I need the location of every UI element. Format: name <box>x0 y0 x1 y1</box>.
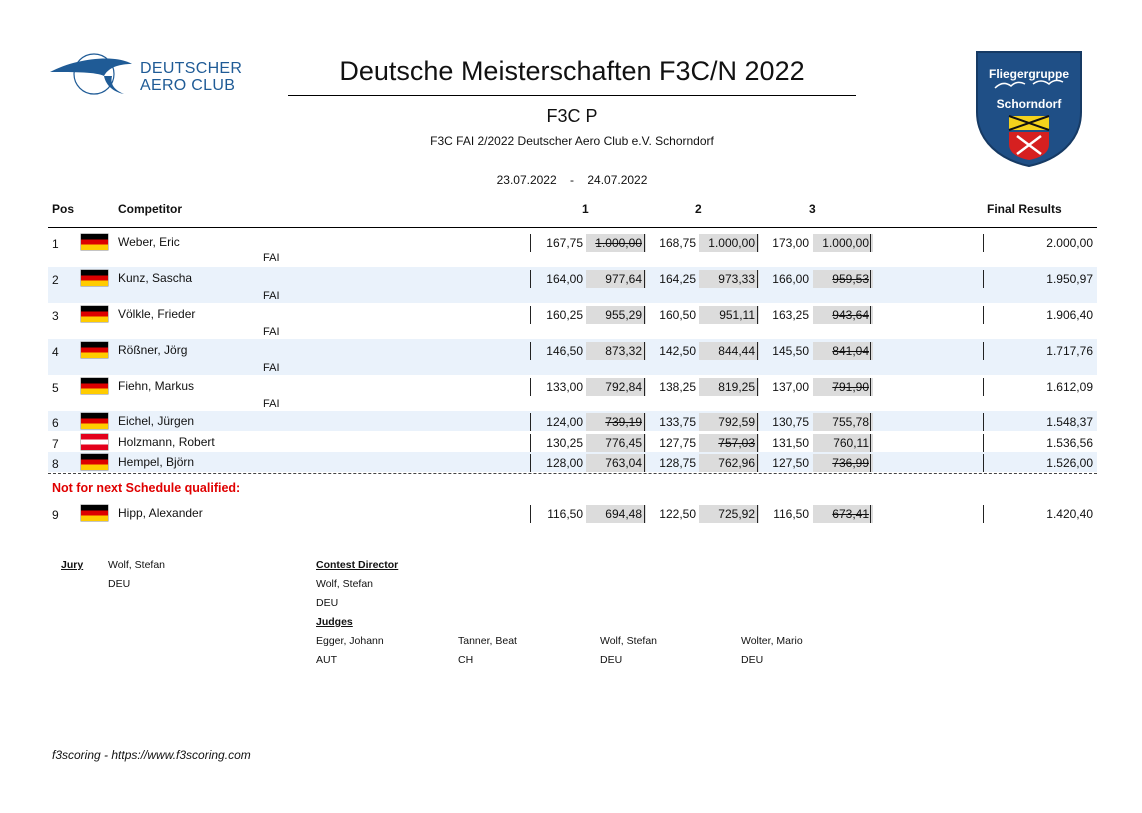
raw-score: 160,50 <box>659 308 696 322</box>
contest-dates <box>288 173 856 187</box>
column-separator <box>757 270 758 288</box>
column-separator <box>757 378 758 396</box>
club-shield-logo <box>973 50 1085 168</box>
column-separator <box>644 234 645 252</box>
flag-icon <box>81 378 108 394</box>
jury-country: DEU <box>108 578 131 590</box>
raw-score: 127,75 <box>659 436 696 450</box>
column-separator <box>983 270 984 288</box>
competitor-name: Hempel, Björn <box>118 455 195 469</box>
column-separator <box>530 505 531 523</box>
club-logo-name: Schorndorf <box>996 97 1062 111</box>
column-separator <box>644 306 645 324</box>
row-position: 5 <box>52 381 59 395</box>
raw-score: 145,50 <box>772 344 809 358</box>
normalized-score: 844,44 <box>699 342 759 360</box>
flag-icon <box>81 306 108 322</box>
column-separator <box>870 505 871 523</box>
normalized-score: 1.000,00 <box>813 234 873 252</box>
dac-brand-text <box>140 60 242 94</box>
competitor-name: Holzmann, Robert <box>118 435 215 449</box>
judge-country: AUT <box>316 654 337 666</box>
competitor-name: Eichel, Jürgen <box>118 414 195 428</box>
column-separator <box>870 434 871 452</box>
column-separator <box>530 342 531 360</box>
normalized-score: 739,19 <box>586 413 646 431</box>
final-result: 1.548,37 <box>1046 415 1093 429</box>
final-result: 1.536,56 <box>1046 436 1093 450</box>
table-row <box>48 452 1097 472</box>
final-result: 1.612,09 <box>1046 380 1093 394</box>
raw-score: 167,75 <box>546 236 583 250</box>
column-separator <box>644 270 645 288</box>
row-position: 3 <box>52 309 59 323</box>
normalized-score: 757,03 <box>699 434 759 452</box>
club-logo-top: Fliegergruppe <box>988 67 1070 81</box>
fai-label: FAI <box>263 290 280 302</box>
column-separator <box>983 505 984 523</box>
flag-icon <box>81 234 108 250</box>
row-position: 4 <box>52 345 59 359</box>
column-separator <box>757 342 758 360</box>
column-separator <box>644 454 645 472</box>
col-round3-header: 3 <box>809 202 816 216</box>
competitor-name: Fiehn, Markus <box>118 379 195 393</box>
normalized-score: 792,59 <box>699 413 759 431</box>
column-separator <box>530 434 531 452</box>
normalized-score: 792,84 <box>586 378 646 396</box>
judge-name: Wolf, Stefan <box>600 635 658 647</box>
table-row <box>48 339 1097 375</box>
column-separator <box>983 342 984 360</box>
table-row <box>48 303 1097 339</box>
normalized-score: 776,45 <box>586 434 646 452</box>
raw-score: 164,00 <box>546 272 583 286</box>
class-title: F3C P <box>546 106 598 126</box>
raw-score: 130,75 <box>772 415 809 429</box>
col-competitor-header: Competitor <box>118 202 182 216</box>
normalized-score: 819,25 <box>699 378 759 396</box>
normalized-score: 1.000,00 <box>699 234 759 252</box>
row-position: 8 <box>52 457 59 471</box>
director-country: DEU <box>316 597 339 609</box>
column-separator <box>530 378 531 396</box>
raw-score: 166,00 <box>772 272 809 286</box>
column-separator <box>530 270 531 288</box>
judge-name: Egger, Johann <box>316 635 384 647</box>
column-separator <box>870 270 871 288</box>
final-result: 2.000,00 <box>1046 236 1093 250</box>
jury-name: Wolf, Stefan <box>108 559 166 571</box>
judge-country: DEU <box>600 654 623 666</box>
column-separator <box>530 306 531 324</box>
column-separator <box>757 306 758 324</box>
raw-score: 168,75 <box>659 236 696 250</box>
not-qualified-label: Not for next Schedule qualified: <box>52 481 241 495</box>
normalized-score: 694,48 <box>586 505 646 523</box>
flag-icon <box>81 434 108 450</box>
normalized-score: 873,32 <box>586 342 646 360</box>
column-separator <box>870 413 871 431</box>
director-label: Contest Director <box>316 559 399 571</box>
flag-icon <box>81 454 108 470</box>
normalized-score: 755,78 <box>813 413 873 431</box>
normalized-score: 762,96 <box>699 454 759 472</box>
column-separator <box>870 454 871 472</box>
row-position: 1 <box>52 237 59 251</box>
raw-score: 142,50 <box>659 344 696 358</box>
jury-label: Jury <box>61 559 84 571</box>
normalized-score: 943,64 <box>813 306 873 324</box>
row-position: 6 <box>52 416 59 430</box>
raw-score: 133,00 <box>546 380 583 394</box>
competitor-name: Hipp, Alexander <box>118 506 203 520</box>
final-result: 1.420,40 <box>1046 507 1093 521</box>
judge-name: Tanner, Beat <box>458 635 517 647</box>
column-separator <box>530 454 531 472</box>
column-separator <box>870 306 871 324</box>
normalized-score: 973,33 <box>699 270 759 288</box>
final-result: 1.950,97 <box>1046 272 1093 286</box>
raw-score: 163,25 <box>772 308 809 322</box>
column-separator <box>644 413 645 431</box>
normalized-score: 951,11 <box>699 306 759 324</box>
column-separator <box>983 306 984 324</box>
normalized-score: 959,53 <box>813 270 873 288</box>
flag-icon <box>81 270 108 286</box>
table-row <box>48 375 1097 411</box>
column-separator <box>757 413 758 431</box>
column-separator <box>757 505 758 523</box>
competitor-name: Rößner, Jörg <box>118 343 188 357</box>
column-separator <box>870 234 871 252</box>
raw-score: 128,75 <box>659 456 696 470</box>
competitor-name: Völkle, Frieder <box>118 307 196 321</box>
table-row <box>48 431 1097 452</box>
date-to: 24.07.2022 <box>587 173 648 187</box>
column-separator <box>983 234 984 252</box>
raw-score: 137,00 <box>772 380 809 394</box>
judge-country: DEU <box>741 654 764 666</box>
table-row <box>48 229 1097 267</box>
normalized-score: 791,90 <box>813 378 873 396</box>
normalized-score: 725,92 <box>699 505 759 523</box>
competitor-name: Weber, Eric <box>118 235 180 249</box>
raw-score: 164,25 <box>659 272 696 286</box>
final-result: 1.906,40 <box>1046 308 1093 322</box>
column-separator <box>644 505 645 523</box>
fai-label: FAI <box>263 326 280 338</box>
column-separator <box>644 434 645 452</box>
normalized-score: 673,41 <box>813 505 873 523</box>
column-separator <box>757 234 758 252</box>
raw-score: 138,25 <box>659 380 696 394</box>
row-position: 2 <box>52 273 59 287</box>
normalized-score: 1.000,00 <box>586 234 646 252</box>
column-separator <box>757 454 758 472</box>
row-position: 7 <box>52 437 59 451</box>
column-separator <box>530 234 531 252</box>
fai-label: FAI <box>263 252 280 264</box>
final-result: 1.717,76 <box>1046 344 1093 358</box>
table-row <box>48 500 1097 524</box>
col-round2-header: 2 <box>695 202 702 216</box>
dac-line2: AERO CLUB <box>140 77 236 94</box>
raw-score: 124,00 <box>546 415 583 429</box>
raw-score: 173,00 <box>772 236 809 250</box>
raw-score: 131,50 <box>772 436 809 450</box>
normalized-score: 760,11 <box>813 434 873 452</box>
judge-name: Wolter, Mario <box>741 635 803 647</box>
flag-icon <box>81 505 108 521</box>
col-pos-header: Pos <box>52 202 75 216</box>
column-separator <box>870 378 871 396</box>
raw-score: 160,25 <box>546 308 583 322</box>
column-separator <box>757 434 758 452</box>
final-result: 1.526,00 <box>1046 456 1093 470</box>
raw-score: 122,50 <box>659 507 696 521</box>
fai-label: FAI <box>263 362 280 374</box>
competitor-name: Kunz, Sascha <box>118 271 193 285</box>
column-separator <box>983 378 984 396</box>
qualification-divider <box>48 473 1097 474</box>
raw-score: 146,50 <box>546 344 583 358</box>
date-separator: - <box>570 173 574 187</box>
raw-score: 133,75 <box>659 415 696 429</box>
flag-icon <box>81 342 108 358</box>
director-name: Wolf, Stefan <box>316 578 374 590</box>
raw-score: 130,25 <box>546 436 583 450</box>
normalized-score: 841,04 <box>813 342 873 360</box>
date-from: 23.07.2022 <box>496 173 557 187</box>
column-separator <box>870 342 871 360</box>
raw-score: 116,50 <box>773 507 809 521</box>
normalized-score: 736,99 <box>813 454 873 472</box>
judges-label: Judges <box>316 616 353 628</box>
column-separator <box>530 413 531 431</box>
fai-label: FAI <box>263 398 280 410</box>
flag-icon <box>81 413 108 429</box>
column-separator <box>644 342 645 360</box>
footer-credit: f3scoring - https://www.f3scoring.com <box>52 748 251 762</box>
dac-line1: DEUTSCHER <box>140 60 243 77</box>
normalized-score: 977,64 <box>586 270 646 288</box>
raw-score: 128,00 <box>546 456 583 470</box>
table-header-rule <box>48 227 1097 228</box>
normalized-score: 763,04 <box>586 454 646 472</box>
row-position: 9 <box>52 508 59 522</box>
contest-subtitle: F3C FAI 2/2022 Deutscher Aero Club e.V. Schorndorf <box>430 134 714 148</box>
table-row <box>48 411 1097 431</box>
column-separator <box>983 434 984 452</box>
page-title: Deutsche Meisterschaften F3C/N 2022 <box>339 56 805 86</box>
col-round1-header: 1 <box>582 202 589 216</box>
column-separator <box>983 454 984 472</box>
raw-score: 127,50 <box>772 456 809 470</box>
col-final-header: Final Results <box>987 202 1062 216</box>
judge-country: CH <box>458 654 474 666</box>
column-separator <box>644 378 645 396</box>
title-underline <box>288 95 856 96</box>
table-row <box>48 267 1097 303</box>
normalized-score: 955,29 <box>586 306 646 324</box>
raw-score: 116,50 <box>547 507 583 521</box>
column-separator <box>983 413 984 431</box>
